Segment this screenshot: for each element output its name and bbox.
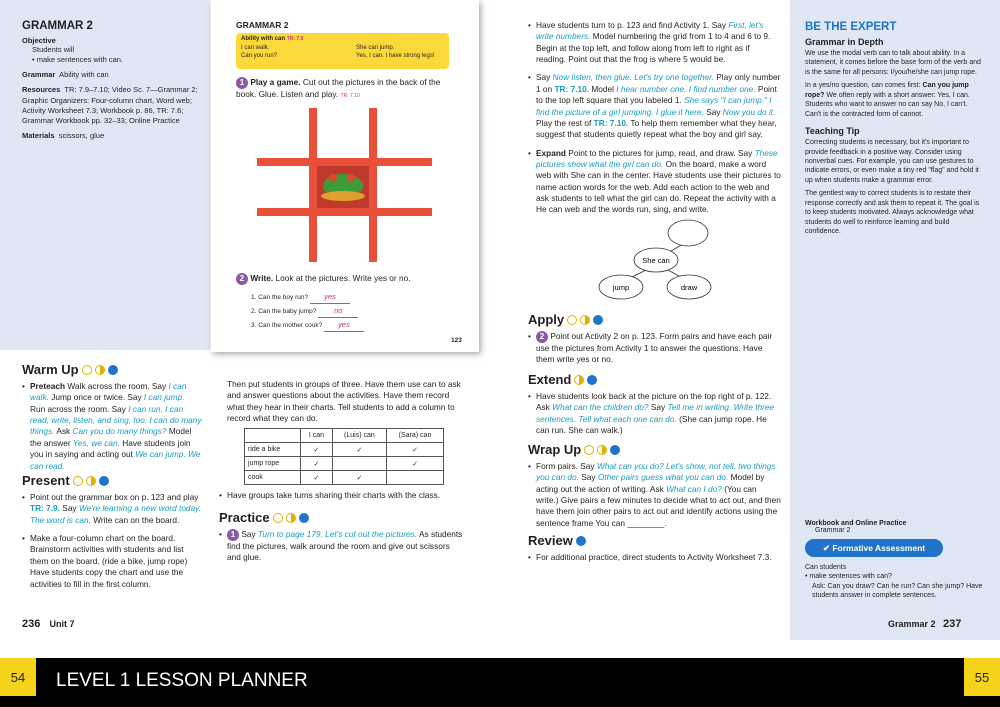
present-list — [22, 492, 202, 590]
question-item: 2. Can the baby jump? no — [251, 304, 364, 318]
fa-question: Ask: Can you draw? Can he run? Can she jump? Have students answer in complete sentences. — [812, 583, 983, 600]
game-grid — [251, 104, 436, 264]
materials-line: Materials scissors, glue — [22, 130, 105, 140]
level-empty-icon — [567, 315, 577, 325]
chart-cell: ✓ — [332, 443, 386, 457]
chart-cell: ✓ — [301, 443, 333, 457]
banner-title: LEVEL 1 LESSON PLANNER — [56, 670, 308, 691]
right-sidebar-content — [805, 21, 985, 236]
student-page — [211, 0, 479, 352]
resources-line: Resources TR: 7.9–7.10; Video Sc. 7—Grammar 2; Graphic Organizers: Four-column chart, Word web; Activity Worksheet 7.3; Workbook p. 86, TR: 7.6; Grammar Workbook pp. 32–33; Online Practice — [22, 85, 198, 125]
level-full-icon — [99, 476, 109, 486]
chart-row — [245, 443, 444, 457]
warm-up-heading: Warm Up — [22, 362, 202, 377]
present-heading: Present — [22, 473, 202, 488]
level-half-icon — [86, 476, 96, 486]
grid-bar — [369, 108, 377, 262]
fa-intro: Can students — [805, 564, 847, 571]
right-column-list — [528, 20, 781, 223]
workbook-sub: Grammar 2 — [815, 527, 851, 534]
grammar-box-title: Ability with can TR: 7.9 — [241, 36, 304, 42]
objective-intro: Students will — [32, 45, 75, 54]
chart-header: (Sara) can — [387, 429, 444, 443]
wrap-up-item: • Form pairs. Say What can you do? Let's show, not tell, two things you can do. Say Other pairs guess what you can do. Model by acting out the action of writing. Ask What can I do? (You can write.) Give pairs a few minutes to decide what to act out, and then have them join other pairs to act out and identify actions using the sentence frame You can ________. — [528, 461, 781, 529]
grammar-box — [236, 33, 449, 69]
present-item: • Make a four-column chart on the board. Brainstorm activities with students and list them on the board. (ride a bike, jump rope) Have students copy the chart and use the activities to fill in the first column. — [22, 533, 202, 590]
warm-up-section — [22, 362, 202, 479]
right-column-item: • Expand Point to the pictures for jump, read, and draw. Say These pictures show what the girl can do. On the board, make a word web with She can in the center. Have students use their pictures to name action words for the web. Add each action to the web and ask students to tell what the girl can do. Repeat the activity with a He can web and the words run, sing, and write. — [528, 148, 781, 216]
present-item: • Point out the grammar box on p. 123 and play TR: 7.9. Say We're learning a new word today. The word is can. Write can on the board. — [22, 492, 202, 526]
activity-chart — [244, 428, 444, 485]
review-section — [528, 533, 781, 570]
grammar-depth-p1: We use the modal verb can to talk about ability. In a statement, it comes before the base form of the verb and is the same for all persons: I/you/he/she can jump rope. — [805, 50, 981, 76]
level-half-icon — [95, 365, 105, 375]
chart-header-row — [245, 429, 444, 443]
web-node-label: draw — [680, 283, 698, 292]
level-half-icon — [597, 445, 607, 455]
grid-bar — [257, 158, 432, 166]
after-table-item: • Have groups take turns sharing their charts with the class. — [219, 490, 464, 501]
expert-title: BE THE EXPERT — [805, 21, 897, 33]
web-node-empty — [668, 220, 708, 246]
extend-section — [528, 372, 781, 443]
activity-2: 2 Write. Look at the pictures. Write yes or no. — [236, 273, 461, 285]
level-half-icon — [574, 375, 584, 385]
chart-cell: ride a bike — [245, 443, 301, 457]
workbook-label: Workbook and Online Practice — [805, 520, 907, 527]
level-half-icon — [580, 315, 590, 325]
right-page-footer: Grammar 2 237 — [888, 618, 962, 630]
teaching-tip-p2: The gentlest way to correct students is to restate their response correctly and ask them to repeat it. The goal is to keep students motivated. Always acknowledge what students do well to reinforce learning and build confidence. — [805, 190, 980, 235]
chart-row — [245, 457, 444, 471]
right-page-tab: 55 — [964, 658, 1000, 696]
grid-bar — [257, 208, 432, 216]
chart-cell: jump rope — [245, 457, 301, 471]
level-empty-icon — [82, 365, 92, 375]
review-heading: Review — [528, 533, 781, 548]
grammar-depth-heading: Grammar in Depth — [805, 37, 884, 47]
web-center-label: She can — [642, 256, 670, 265]
right-column-item: • Have students turn to p. 123 and find Activity 1. Say First, let's write numbers. Model numbering the grid from 1 to 4 and 6 to 9. Begin at the top left, and follow along from left to right as if reading. Point out that the frog is where 5 would be. — [528, 20, 781, 65]
extend-item: • Have students look back at the picture on the top right of p. 122. Ask What can the children do? Say Tell me in writing. Write three sentences. Tell what each one can do. (She can jump rope. He can run. She can walk.) — [528, 391, 781, 436]
wrap-up-list — [528, 461, 781, 529]
practice-list — [219, 529, 464, 564]
apply-section — [528, 312, 781, 373]
chart-header — [245, 429, 301, 443]
wrap-up-section — [528, 442, 781, 536]
chart-cell: ✓ — [301, 471, 333, 485]
level-full-icon — [593, 315, 603, 325]
answer-field[interactable]: yes — [324, 318, 364, 332]
level-full-icon — [587, 375, 597, 385]
answer-field[interactable]: yes — [310, 290, 350, 304]
middle-paragraph: Then put students in groups of three. Have them use can to ask and answer questions about the activities. Have them record what they hear in their charts. Tell students to add a column to record what they can do. — [227, 379, 461, 424]
chart-cell — [332, 457, 386, 471]
extend-list — [528, 391, 781, 436]
present-section — [22, 473, 202, 597]
level-empty-icon — [73, 476, 83, 486]
chart-row — [245, 471, 444, 485]
student-page-number: 123 — [451, 337, 462, 344]
apply-item: • 2 Point out Activity 2 on p. 123. Form pairs and have each pair use the pictures from Activity 1 to answer the questions. Have them write yes or no. — [528, 331, 781, 366]
after-table-list — [219, 490, 464, 508]
activity-1: 1 Play a game. Cut out the pictures in the back of the book. Glue. Listen and play. TR: 7.10 — [236, 77, 441, 99]
grammar-box-row: Can you run? Yes, I can. I have strong legs! — [241, 53, 435, 59]
teaching-tip-heading: Teaching Tip — [805, 126, 860, 137]
right-column-item: • Say Now listen, then glue. Let's try one together. Play only number 1 on TR: 7.10. Model I hear number one. I find number one. Point to the top left square that you labeled 1. She says "I can jump." I find the picture of a girl jumping. I glue it here. Say Now you do it. Play the rest of TR: 7.10. To help them remember what they hear, suggest that students quietly repeat what the boy and girl say. — [528, 72, 781, 140]
workbook-block — [805, 520, 985, 601]
review-list — [528, 552, 781, 563]
left-page-tab: 54 — [0, 658, 36, 696]
web-node-label: jump — [612, 283, 630, 292]
formative-assessment-button[interactable]: ✔ Formative Assessment — [805, 539, 943, 557]
level-full-icon — [299, 513, 309, 523]
chart-cell: ✓ — [387, 443, 444, 457]
objective-item: • make sentences with can. — [32, 55, 124, 65]
apply-heading: Apply — [528, 312, 781, 327]
chart-cell — [387, 471, 444, 485]
teaching-tip-p1: Correcting students is necessary, but it's important to provide feedback in a positive way. Consider using nonverbal cues. For example, you can use gestures to indicate errors, or even make a tiny red "flag" and hold it up when students make a grammar error. — [805, 139, 979, 184]
level-full-icon — [610, 445, 620, 455]
question-item: 1. Can the boy run? yes — [251, 290, 364, 304]
warm-up-item: • Preteach Walk across the room. Say I can walk. Jump once or twice. Say I can jump. Run across the room. Say I can run. I can read, write, listen, and sing, too. I can do many things. Ask Can you do many things? Model the answer Yes, we can. Have students join you in saying and acting out We can jump. We can read. — [22, 381, 202, 472]
level-empty-icon — [273, 513, 283, 523]
apply-list — [528, 331, 781, 366]
chart-cell: ✓ — [332, 471, 386, 485]
grid-bar — [309, 108, 317, 262]
chart-cell: cook — [245, 471, 301, 485]
grammar-line: Grammar Ability with can — [22, 70, 109, 80]
level-half-icon — [286, 513, 296, 523]
practice-section — [219, 510, 464, 571]
warm-up-list — [22, 381, 202, 472]
level-empty-icon — [584, 445, 594, 455]
answer-field[interactable]: no — [318, 304, 358, 318]
chart-cell: ✓ — [301, 457, 333, 471]
sidebar-title: GRAMMAR 2 — [22, 20, 93, 32]
word-web — [596, 215, 726, 305]
grammar-box-row: I can walk. She can jump. — [241, 45, 395, 51]
practice-heading: Practice — [219, 510, 464, 525]
chart-cell: ✓ — [387, 457, 444, 471]
grammar-depth-p2: In a yes/no question, can comes first: Can you jump rope? We often reply with a short answer: Yes, I can. Students who want to answer no can say No, I can't. Can't is the contracted form of cannot. — [805, 82, 970, 118]
objective-label: Objective — [22, 36, 56, 45]
chart-header: I can — [301, 429, 333, 443]
chart-header: (Luis) can — [332, 429, 386, 443]
student-page-title: GRAMMAR 2 — [236, 20, 289, 30]
fa-item: • make sentences with can? — [805, 573, 892, 580]
frog-picture — [317, 166, 369, 208]
practice-item: • 1 Say Turn to page 179. Let's cut out the pictures. As students find the pictures, walk around the room and give out scissors and glue. — [219, 529, 464, 564]
level-full-icon — [108, 365, 118, 375]
extend-heading: Extend — [528, 372, 781, 387]
left-page-footer: 236 Unit 7 — [22, 618, 75, 630]
wrap-up-heading: Wrap Up — [528, 442, 781, 457]
level-full-icon — [576, 536, 586, 546]
questions-list — [251, 290, 364, 332]
question-item: 3. Can the mother cook? yes — [251, 318, 364, 332]
review-item: • For additional practice, direct students to Activity Worksheet 7.3. — [528, 552, 781, 563]
left-sidebar-content — [22, 20, 202, 141]
